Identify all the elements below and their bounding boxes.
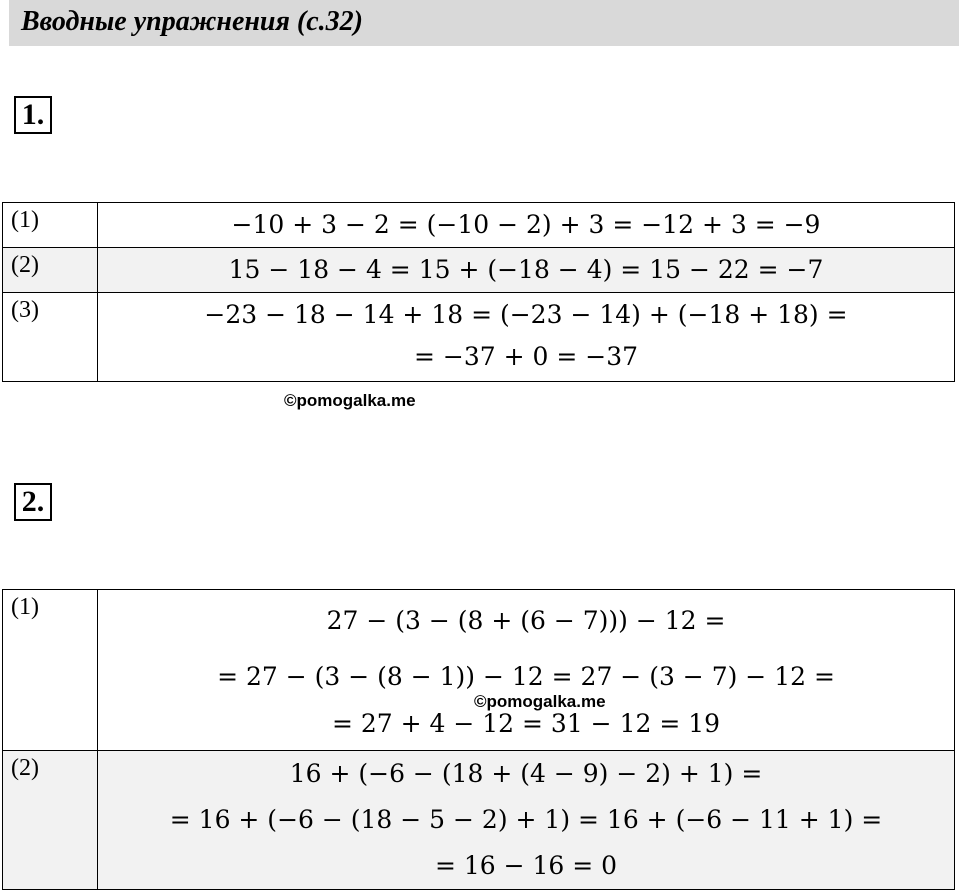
watermark: ©pomogalka.me bbox=[284, 391, 416, 410]
expression-line: = 27 + 4 − 12 = 31 − 12 = 19 bbox=[331, 709, 721, 738]
exercise-1-table bbox=[2, 202, 955, 382]
table-row bbox=[3, 751, 955, 890]
row-expression bbox=[98, 590, 955, 751]
table-row bbox=[3, 203, 955, 248]
expression-line: 27 − (3 − (8 + (6 − 7))) − 12 = bbox=[326, 606, 726, 635]
row-label: (1) bbox=[3, 203, 98, 248]
row-expression bbox=[98, 751, 955, 890]
expression-line: −23 − 18 − 14 + 18 = (−23 − 14) + (−18 + 18) = bbox=[204, 300, 848, 329]
row-expression bbox=[98, 293, 955, 382]
watermark: ©pomogalka.me bbox=[474, 692, 606, 711]
row-expression bbox=[98, 248, 955, 293]
table-row bbox=[3, 293, 955, 382]
table-row bbox=[3, 248, 955, 293]
page-title: Вводные упражнения (с.32) bbox=[21, 6, 363, 37]
expression-line: 16 + (−6 − (18 + (4 − 9) − 2) + 1) = bbox=[289, 759, 763, 788]
expression-line: = −37 + 0 = −37 bbox=[414, 342, 638, 371]
expression-line: 15 − 18 − 4 = 15 + (−18 − 4) = 15 − 22 = −7 bbox=[228, 255, 824, 284]
exercise-2-number: 2. bbox=[14, 483, 52, 521]
table-row bbox=[3, 590, 955, 751]
row-label: (2) bbox=[3, 751, 98, 890]
row-label: (1) bbox=[3, 590, 98, 751]
expression-line: = 16 − 16 = 0 bbox=[434, 851, 618, 880]
row-label: (2) bbox=[3, 248, 98, 293]
exercise-1-number: 1. bbox=[14, 96, 52, 134]
expression-line: = 16 + (−6 − (18 − 5 − 2) + 1) = 16 + (−6 − 11 + 1) = bbox=[169, 805, 883, 834]
row-label: (3) bbox=[3, 293, 98, 382]
exercise-2-table bbox=[2, 589, 955, 890]
expression-line: = 27 − (3 − (8 − 1)) − 12 = 27 − (3 − 7) − 12 = bbox=[217, 662, 835, 691]
row-expression bbox=[98, 203, 955, 248]
expression-line: −10 + 3 − 2 = (−10 − 2) + 3 = −12 + 3 = −9 bbox=[231, 210, 821, 239]
header-bar bbox=[9, 0, 959, 46]
